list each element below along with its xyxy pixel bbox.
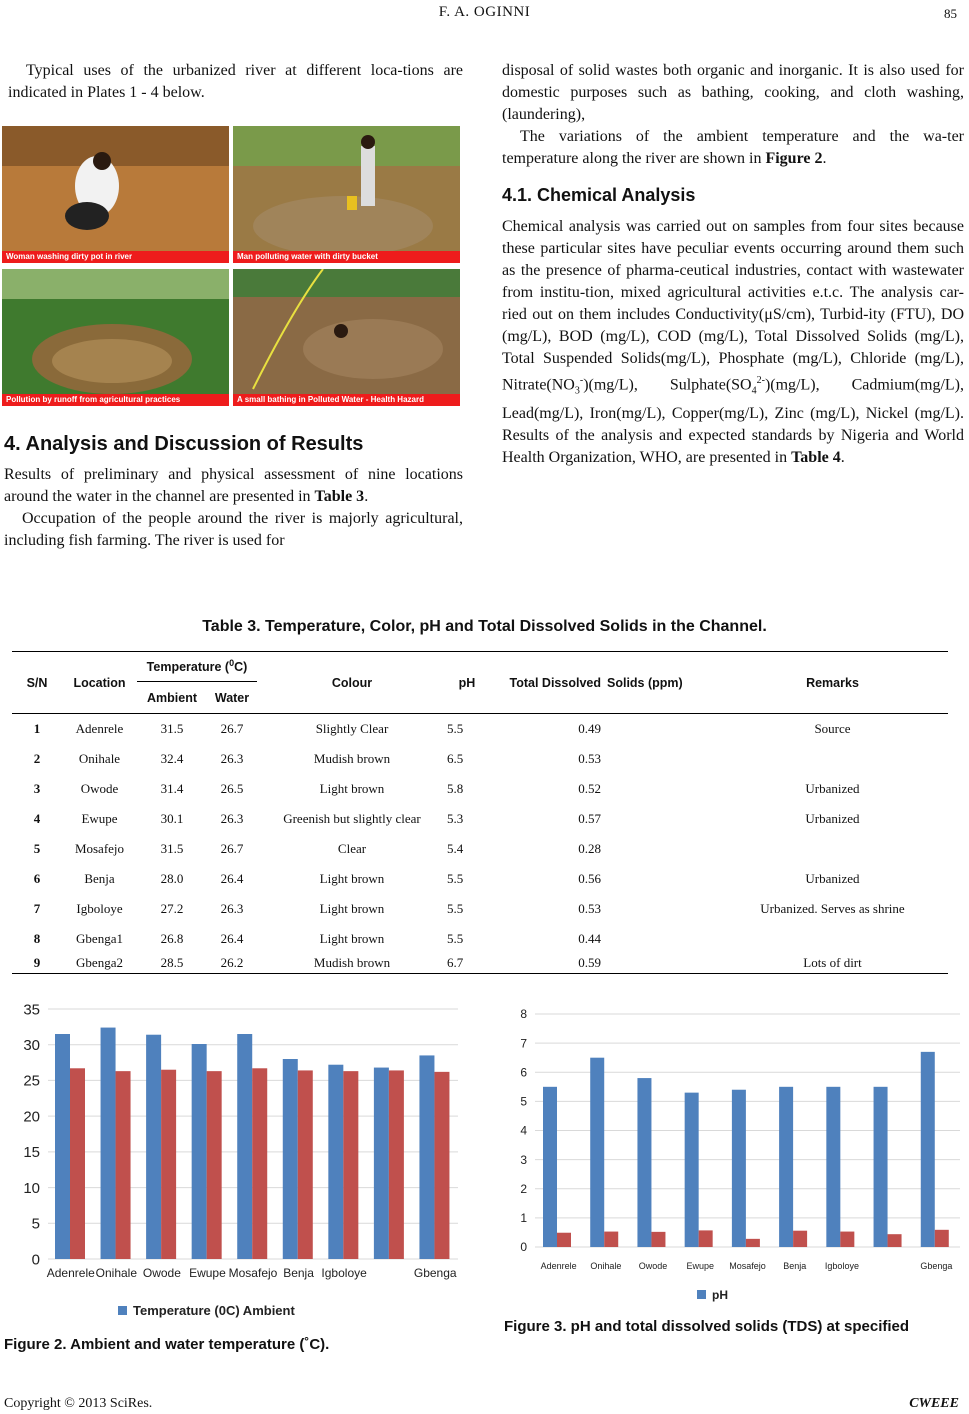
cell-location: Ewupe — [81, 810, 118, 826]
cell-remarks — [717, 834, 948, 864]
bar-series1 — [874, 1087, 888, 1247]
bar-series1 — [779, 1087, 793, 1247]
col-colour: Colour — [331, 675, 373, 690]
cell-water: 26.3 — [220, 900, 244, 916]
table-row — [12, 864, 948, 894]
table3 — [12, 651, 948, 974]
cell-ambient: 30.1 — [160, 810, 184, 826]
left-results-text — [4, 430, 463, 552]
cell-ph: 5.3 — [447, 810, 464, 826]
bar-series2 — [434, 1072, 449, 1259]
cell-colour: Clear — [337, 840, 367, 856]
cell-sn: 1 — [33, 720, 41, 736]
cell-ph: 5.5 — [447, 930, 464, 946]
x-tick-label: Mosafejo — [228, 1266, 278, 1280]
table-row — [12, 714, 948, 744]
bar-series2 — [793, 1231, 807, 1247]
running-header-author: F. A. OGINNI — [438, 4, 531, 20]
bar-series1 — [146, 1035, 161, 1259]
bar-series1 — [237, 1034, 252, 1259]
cell-remarks: Lots of dirt — [803, 955, 862, 971]
y-tick-label: 8 — [520, 1007, 527, 1022]
cell-tds: 0.53 — [578, 900, 601, 916]
bar-series2 — [343, 1071, 358, 1259]
table4-ref: Table 4 — [791, 448, 841, 466]
cell-sn: 7 — [33, 900, 41, 916]
cell-ph: 5.5 — [447, 870, 464, 886]
y-tick-label: 7 — [520, 1036, 527, 1051]
cell-ambient: 31.5 — [160, 840, 184, 856]
table-row — [12, 774, 948, 804]
cell-remarks: Urbanized — [805, 810, 860, 826]
y-tick-label: 15 — [23, 1144, 40, 1162]
bar-series1 — [826, 1087, 840, 1247]
x-tick-label: Igboloye — [824, 1261, 859, 1271]
cell-water: 26.4 — [220, 930, 244, 946]
right-column — [502, 60, 964, 469]
bar-series2 — [298, 1070, 313, 1259]
col-location: Location — [73, 675, 126, 690]
cell-remarks: Urbanized — [805, 780, 860, 796]
y-tick-label: 2 — [520, 1181, 527, 1196]
col-tds-b: Solids (ppm) — [607, 675, 683, 690]
cell-colour: Light brown — [319, 870, 385, 886]
figure3-caption: Figure 3. pH and total dissolved solids (TDS) at specified — [504, 1318, 910, 1335]
x-tick-label: Adenrele — [540, 1261, 577, 1271]
bar-series2 — [557, 1233, 571, 1247]
cell-remarks — [717, 924, 948, 954]
bar-series1 — [590, 1058, 604, 1247]
cell-remarks: Urbanized. Serves as shrine — [760, 900, 905, 916]
cell-ph: 5.5 — [447, 720, 464, 736]
y-tick-label: 5 — [31, 1215, 40, 1233]
cell-water: 26.4 — [220, 870, 244, 886]
bar-series2 — [746, 1239, 760, 1247]
table-row — [12, 834, 948, 864]
cell-remarks: Source — [814, 720, 851, 736]
bar-series1 — [101, 1028, 116, 1259]
cell-location: Gbenga2 — [76, 955, 123, 971]
occupation-paragraph: Occupation of the people around the river is majorly agricultural, including fish farming. The river is used for — [4, 510, 463, 549]
bar-series1 — [419, 1055, 434, 1259]
page-number: 85 — [944, 6, 957, 21]
legend-label: pH — [712, 1288, 728, 1302]
x-tick-label: Benja — [283, 1266, 314, 1280]
plate-3-caption: Pollution by runoff from agricultural practices — [2, 394, 229, 406]
cell-water: 26.7 — [220, 840, 244, 856]
bar-series1 — [283, 1059, 298, 1259]
cell-colour: Slightly Clear — [315, 720, 389, 736]
cell-ph: 5.5 — [447, 900, 464, 916]
bar-series1 — [543, 1087, 557, 1247]
cell-ph: 6.7 — [447, 955, 464, 971]
cell-water: 26.5 — [220, 780, 244, 796]
cell-tds: 0.57 — [578, 810, 601, 826]
bar-series1 — [328, 1065, 343, 1259]
figure2-intro-paragraph: The variations of the ambient temperature and the wa-ter temperature along the river are shown in Figure 2. — [502, 128, 964, 167]
cell-colour: Greenish but slightly clear — [283, 810, 421, 826]
plate-1-caption: Woman washing dirty pot in river — [2, 251, 229, 263]
x-tick-label: Mosafejo — [729, 1261, 766, 1271]
x-tick-label: Ewupe — [686, 1261, 715, 1271]
cell-tds: 0.28 — [578, 840, 601, 856]
x-tick-label: Onihale — [590, 1261, 622, 1271]
bar-series1 — [55, 1034, 70, 1259]
cell-colour: Light brown — [319, 780, 385, 796]
bar-series2 — [935, 1230, 949, 1247]
cell-ambient: 31.4 — [160, 780, 184, 796]
footer-copyright: Copyright © 2013 SciRes. — [4, 1396, 153, 1411]
figure3-chart — [495, 1000, 965, 1310]
cell-sn: 6 — [33, 870, 41, 886]
cell-sn: 8 — [33, 930, 41, 946]
y-tick-label: 3 — [520, 1152, 527, 1167]
x-tick-label: Ewupe — [189, 1266, 226, 1280]
plates-intro-paragraph: Typical uses of the urbanized river at different loca-tions are indicated in Plates 1 - 4 below. — [8, 62, 463, 101]
cell-colour: Mudish brown — [313, 955, 391, 971]
plate-2-caption: Man polluting water with dirty bucket — [233, 251, 460, 263]
cell-colour: Mudish brown — [313, 750, 391, 766]
plate-4 — [233, 269, 460, 406]
y-tick-label: 35 — [23, 1001, 40, 1019]
cell-sn: 5 — [33, 840, 41, 856]
plate-4-photo — [233, 269, 460, 406]
table3-ref: Table 3 — [314, 488, 365, 505]
bar-series2 — [252, 1068, 267, 1259]
bar-series2 — [161, 1070, 176, 1259]
x-tick-label: Owode — [142, 1266, 181, 1280]
cell-ambient: 27.2 — [160, 900, 184, 916]
figure2-caption: Figure 2. Ambient and water temperature (˚C). — [4, 1336, 330, 1353]
cell-tds: 0.49 — [578, 720, 601, 736]
col-ambient: Ambient — [147, 690, 197, 705]
cell-tds: 0.44 — [578, 930, 601, 946]
table3-title: Table 3. Temperature, Color, pH and Total Dissolved Solids in the Channel. — [202, 618, 767, 635]
y-tick-label: 25 — [23, 1072, 40, 1090]
disposal-paragraph: disposal of solid wastes both organic and inorganic. It is also used for domestic purposes such as bathing, cooking, and cloth washing, (laundering), — [502, 62, 964, 123]
x-tick-label: Benja — [783, 1261, 807, 1271]
table-row — [12, 894, 948, 924]
cell-sn: 4 — [33, 810, 41, 826]
cell-remarks — [717, 744, 948, 774]
cell-tds: 0.53 — [578, 750, 601, 766]
bar-series1 — [192, 1044, 207, 1259]
y-tick-label: 10 — [23, 1179, 40, 1197]
cell-water: 26.7 — [220, 720, 244, 736]
x-tick-label: Owode — [638, 1261, 668, 1271]
plate-3 — [2, 269, 229, 406]
cell-tds: 0.56 — [578, 870, 601, 886]
bar-series2 — [604, 1232, 618, 1247]
cell-ambient: 32.4 — [160, 750, 184, 766]
cell-tds: 0.52 — [578, 780, 601, 796]
col-water: Water — [214, 690, 250, 705]
footer-journal: CWEEE — [909, 1396, 959, 1411]
table-row — [12, 954, 948, 974]
bar-series1 — [685, 1093, 699, 1247]
cell-location: Benja — [84, 870, 115, 886]
left-intro — [8, 60, 463, 104]
bar-series2 — [840, 1232, 854, 1247]
y-tick-label: 20 — [23, 1108, 40, 1126]
x-tick-label: Adenrele — [46, 1266, 95, 1280]
plates-grid — [0, 124, 464, 410]
cell-sn: 2 — [33, 750, 41, 766]
cell-tds: 0.59 — [578, 955, 601, 971]
plate-1-photo — [2, 126, 229, 263]
bar-series1 — [374, 1068, 389, 1259]
bar-series1 — [921, 1052, 935, 1247]
x-tick-label: Gbenga — [920, 1261, 953, 1271]
cell-ambient: 26.8 — [160, 930, 184, 946]
y-tick-label: 1 — [520, 1211, 527, 1226]
cell-colour: Light brown — [319, 930, 385, 946]
bar-series2 — [116, 1071, 131, 1259]
bar-series2 — [888, 1234, 902, 1247]
x-tick-label: Onihale — [95, 1266, 138, 1280]
cell-location: Gbenga1 — [76, 930, 123, 946]
col-temperature: Temperature ($^0$C) — [137, 652, 257, 682]
cell-sn: 9 — [33, 955, 41, 971]
col-tds-a: Total Dissolved — [509, 675, 601, 690]
y-tick-label: 5 — [520, 1094, 527, 1109]
table-row — [12, 804, 948, 834]
section-41-heading: 4.1. Chemical Analysis — [502, 185, 696, 205]
table-row — [12, 924, 948, 954]
figure2-ref: Figure 2 — [765, 150, 823, 167]
col-ph: pH — [458, 675, 476, 690]
col-sn: S/N — [26, 675, 48, 690]
bar-series2 — [207, 1071, 222, 1259]
y-tick-label: 0 — [520, 1240, 527, 1255]
cell-location: Onihale — [78, 750, 121, 766]
cell-ambient: 31.5 — [160, 720, 184, 736]
figure2-chart — [0, 995, 470, 1325]
cell-water: 26.2 — [220, 955, 244, 971]
x-tick-label: Gbenga — [413, 1266, 457, 1280]
cell-water: 26.3 — [220, 750, 244, 766]
table3-body — [12, 714, 948, 974]
y-tick-label: 6 — [520, 1065, 527, 1080]
cell-sn: 3 — [33, 780, 41, 796]
bar-series2 — [389, 1070, 404, 1259]
cell-remarks: Urbanized — [805, 870, 860, 886]
cell-location: Mosafejo — [74, 840, 125, 856]
cell-colour: Light brown — [319, 900, 385, 916]
section-4-heading: 4. Analysis and Discussion of Results — [4, 433, 364, 455]
cell-ambient: 28.0 — [160, 870, 184, 886]
bar-series1 — [637, 1078, 651, 1247]
plate-2-photo — [233, 126, 460, 263]
y-tick-label: 0 — [31, 1251, 40, 1269]
bar-series2 — [70, 1068, 85, 1259]
plate-4-caption: A small bathing in Polluted Water - Health Hazard — [233, 394, 460, 406]
plate-1 — [2, 126, 229, 263]
y-tick-label: 4 — [520, 1123, 527, 1138]
cell-water: 26.3 — [220, 810, 244, 826]
bar-series1 — [732, 1090, 746, 1247]
cell-ph: 5.8 — [447, 780, 464, 796]
y-tick-label: 30 — [23, 1036, 40, 1054]
chemical-analysis-paragraph: Chemical analysis was carried out on samples from four sites because these particular sites have peculiar events occurring around them such as the presence of pharma-ceutical industries, contact with wastewater from institu-tion, mixed agricultural activities e.t.c. The analysis car-ried out on them includes Conductivity(μS/cm), Turbid-ity (FTU), DO (mg/L), BOD (mg/L), COD (mg/L), Total Dissolved Solids (mg/L), Total Suspended Solids(mg/L), Phosphate (mg/L), Chloride (mg/L), $Nitrate(NO_3^-)(mg/L)$, $Sulphate(SO_4^{2-})(mg/L)$, Cadmium(mg/L), Lead(mg/L), Iron(mg/L), Copper(mg/L), Zinc (mg/L), Nickel (mg/L). Results of the analysis and expected standards by Nigeria and World Health Organization, WHO, are presented in Table 4. — [502, 218, 965, 466]
cell-location: Owode — [80, 780, 119, 796]
cell-ambient: 28.5 — [160, 955, 184, 971]
plate-2 — [233, 126, 460, 263]
table-row — [12, 744, 948, 774]
legend-label: Temperature (0C) Ambient — [133, 1303, 295, 1318]
legend-swatch — [697, 1290, 706, 1299]
cell-ph: 6.5 — [447, 750, 464, 766]
legend-swatch — [118, 1306, 127, 1315]
cell-ph: 5.4 — [447, 840, 464, 856]
x-tick-label: Igboloye — [321, 1266, 367, 1280]
cell-location: Igboloye — [76, 900, 123, 916]
plate-3-photo — [2, 269, 229, 406]
results-paragraph: Results of preliminary and physical assessment of nine locations around the water in the channel are presented in Table 3. — [4, 466, 463, 505]
bar-series2 — [651, 1232, 665, 1247]
cell-location: Adenrele — [75, 720, 124, 736]
bar-series2 — [699, 1230, 713, 1247]
col-remarks: Remarks — [806, 675, 859, 690]
